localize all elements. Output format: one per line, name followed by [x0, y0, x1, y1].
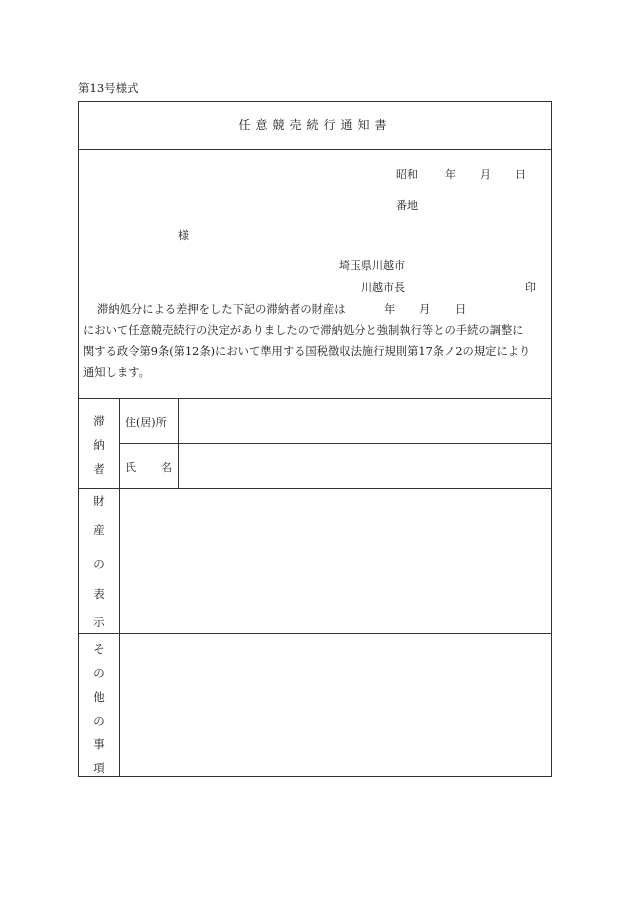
divider-delinquent-inner [119, 443, 551, 444]
other-char-4: の [93, 714, 105, 728]
body-line-3: 関する政令第9条(第12条)において準用する国税徴収法施行規則第17条ノ2の規定により [83, 345, 531, 358]
body-line-1-day: 日 [455, 303, 467, 316]
form-number: 第13号様式 [78, 81, 139, 95]
other-char-5: 事 [93, 737, 105, 751]
delinquent-char-2: 納 [93, 438, 105, 452]
issuer-mayor: 川越市長 [361, 281, 405, 294]
property-char-4: 表 [93, 587, 105, 601]
date-month: 月 [480, 168, 491, 181]
issuer-city: 埼玉県川越市 [339, 259, 405, 272]
notice-form [78, 101, 552, 777]
delinquent-label-divider [178, 398, 179, 488]
seal-mark: 印 [525, 281, 536, 294]
other-char-2: の [93, 666, 105, 680]
delinquent-name-label-1: 氏 [125, 461, 136, 474]
form-title: 任意競売続行通知書 [79, 102, 551, 150]
property-char-1: 財 [93, 494, 105, 508]
property-char-2: 産 [93, 523, 105, 537]
date-era: 昭和 [396, 168, 418, 181]
divider-other [79, 633, 551, 634]
body-line-4: 通知します。 [83, 366, 150, 379]
addressee-honorific: 様 [178, 229, 189, 242]
divider-property [79, 488, 551, 489]
delinquent-char-3: 者 [93, 462, 105, 476]
delinquent-name-label-2: 名 [161, 461, 172, 474]
delinquent-address-label: 住(居)所 [125, 416, 167, 429]
property-char-3: の [93, 557, 105, 571]
delinquent-char-1: 滞 [93, 414, 105, 428]
property-char-5: 示 [93, 615, 105, 629]
body-line-1-month: 月 [419, 303, 431, 316]
date-year: 年 [445, 168, 456, 181]
body-line-2: において任意競売続行の決定がありましたので滞納処分と強制執行等との手続の調整に [83, 324, 524, 337]
label-column-divider [119, 398, 120, 776]
divider-body [79, 398, 551, 399]
other-char-3: 他 [93, 690, 105, 704]
address-label: 番地 [396, 199, 418, 212]
other-char-1: そ [93, 642, 105, 656]
date-day: 日 [515, 168, 526, 181]
other-char-6: 項 [93, 761, 105, 775]
body-line-1-year: 年 [384, 303, 396, 316]
notice-body [83, 299, 551, 383]
body-line-1: 滞納処分による差押をした下記の滞納者の財産は [97, 303, 346, 316]
